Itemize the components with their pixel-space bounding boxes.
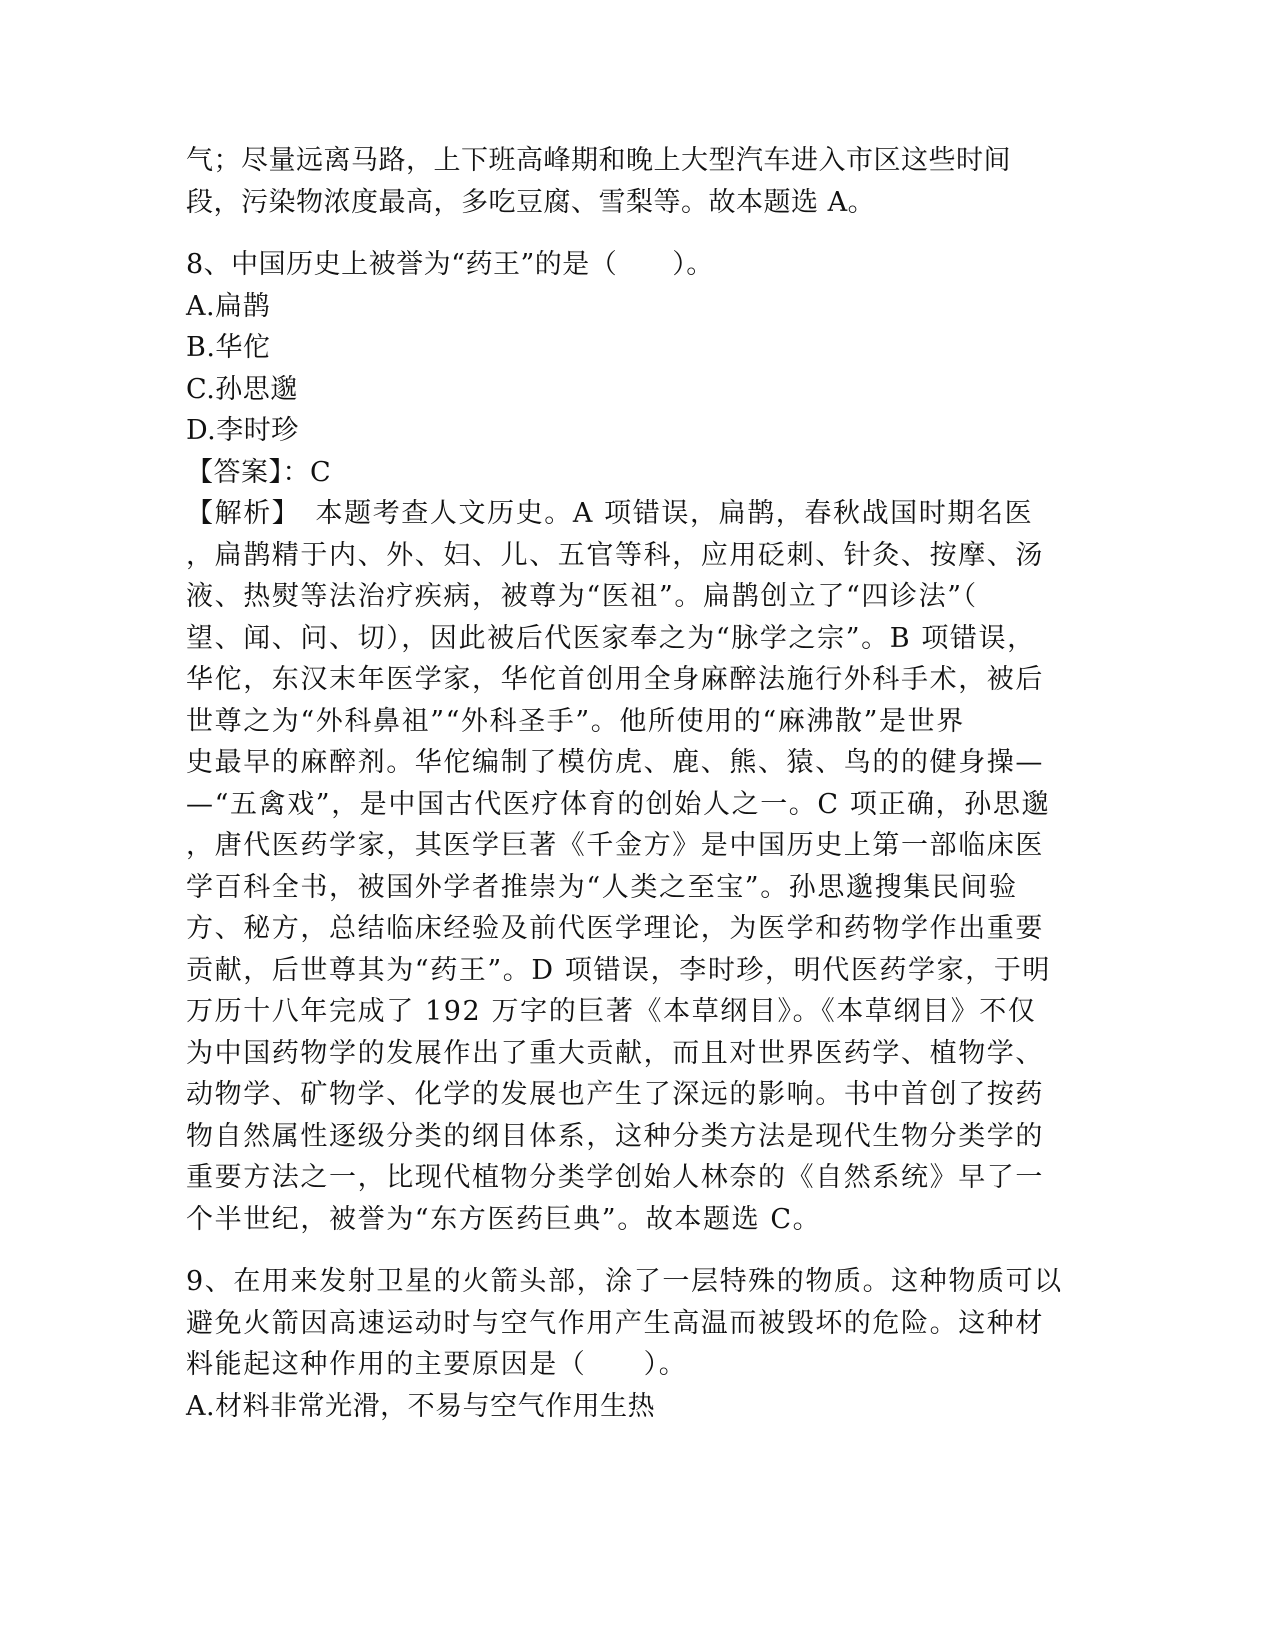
question-8-analysis-line: 世尊之为“外科鼻祖”“外科圣手”。他所使用的“麻沸散”是世界: [186, 706, 965, 737]
question-8-analysis-line: —“五禽戏”，是中国古代医疗体育的创始人之一。C 项正确，孙思邈: [186, 789, 1051, 820]
question-8-option-c: C.孙思邈: [186, 374, 298, 405]
question-8-analysis-line: ，唐代医药学家，其医学巨著《千金方》是中国历史上第一部临床医: [186, 830, 1044, 861]
question-9-option-a: A.材料非常光滑，不易与空气作用生热: [186, 1391, 656, 1422]
question-8-analysis-line: 方、秘方，总结临床经验及前代医学理论，为医学和药物学作出重要: [186, 913, 1044, 944]
question-9-stem-line: 料能起这种作用的主要原因是（ ）。: [186, 1349, 688, 1380]
question-8-analysis-line: 华佗，东汉末年医学家，华佗首创用全身麻醉法施行外科手术，被后: [186, 664, 1044, 695]
question-8-answer: 【答案】：C: [186, 457, 332, 488]
question-8-analysis-line: 史最早的麻醉剂。华佗编制了模仿虎、鹿、熊、猿、鸟的的健身操—: [186, 747, 1044, 778]
question-8-option-b: B.华佗: [186, 332, 271, 363]
prev-explanation-line: 段，污染物浓度最高，多吃豆腐、雪梨等。故本题选 A。: [186, 187, 876, 218]
question-8-analysis-line: ，扁鹊精于内、外、妇、儿、五官等科，应用砭刺、针灸、按摩、汤: [186, 540, 1044, 571]
question-8-option-a: A.扁鹊: [186, 291, 271, 322]
question-9-stem-line: 避免火箭因高速运动时与空气作用产生高温而被毁坏的危险。这种材: [186, 1308, 1044, 1339]
question-8-analysis-line: 液、热熨等法治疗疾病，被尊为“医祖”。扁鹊创立了“四诊法”（: [186, 581, 978, 612]
question-8-analysis-line: 望、闻、问、切），因此被后代医家奉之为“脉学之宗”。B 项错误，: [186, 623, 1036, 654]
question-8-analysis-line: 动物学、矿物学、化学的发展也产生了深远的影响。书中首创了按药: [186, 1079, 1044, 1110]
question-8-analysis-line: 为中国药物学的发展作出了重大贡献，而且对世界医药学、植物学、: [186, 1038, 1044, 1069]
question-8-analysis-line: 物自然属性逐级分类的纲目体系，这种分类方法是现代生物分类学的: [186, 1121, 1044, 1152]
prev-explanation-line: 气；尽量远离马路，上下班高峰期和晚上大型汽车进入市区这些时间: [186, 145, 1011, 176]
question-8-stem: 8、中国历史上被誉为“药王”的是（ ）。: [186, 249, 714, 280]
question-8-analysis-line: 【解析】 本题考查人文历史。A 项错误，扁鹊，春秋战国时期名医: [186, 498, 1034, 529]
question-8-analysis-line: 万历十八年完成了 192 万字的巨著《本草纲目》。《本草纲目》不仅: [186, 996, 1037, 1027]
question-8-analysis-line: 重要方法之一，比现代植物分类学创始人林奈的《自然系统》早了一: [186, 1162, 1044, 1193]
question-8-analysis-line: 学百科全书，被国外学者推崇为“人类之至宝”。孙思邈搜集民间验: [186, 872, 1018, 903]
question-8-analysis-line: 个半世纪，被誉为“东方医药巨典”。故本题选 C。: [186, 1204, 822, 1235]
question-8-option-d: D.李时珍: [186, 415, 299, 446]
question-8-analysis-line: 贡献，后世尊其为“药王”。D 项错误，李时珍，明代医药学家，于明: [186, 955, 1052, 986]
question-9-stem-line: 9、在用来发射卫星的火箭头部，涂了一层特殊的物质。这种物质可以: [186, 1266, 1063, 1297]
